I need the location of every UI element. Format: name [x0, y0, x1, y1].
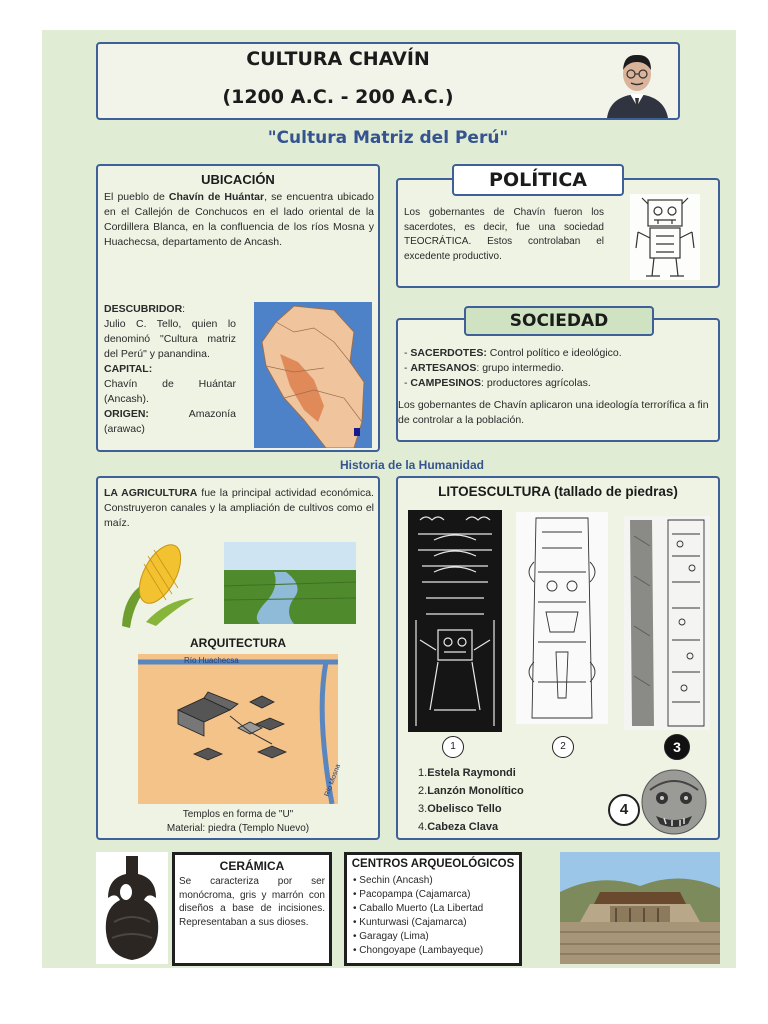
litoescultura-circle-2: 2: [552, 736, 574, 758]
sociedad-item-label: ARTESANOS: [410, 362, 477, 374]
centros-item: • Caballo Muerto (La Libertad: [353, 903, 484, 914]
litoescultura-item: [418, 818, 608, 836]
centros-item-label: Kunturwasi (Cajamarca): [359, 917, 467, 928]
arquitectura-heading: ARQUITECTURA: [190, 636, 286, 650]
litoescultura-item-label: Obelisco Tello: [427, 803, 502, 815]
centros-list: [353, 874, 519, 958]
ceramica-heading: CERÁMICA: [219, 859, 285, 873]
sociedad-item-label: CAMPESINOS: [410, 377, 482, 389]
page-dates: (1200 A.C. - 200 A.C.): [222, 86, 454, 108]
centros-item: • Pacopampa (Cajamarca): [353, 889, 471, 900]
litoescultura-box: [396, 476, 720, 840]
litoescultura-list: [418, 764, 608, 836]
litoescultura-circle-1: 1: [442, 736, 464, 758]
arquitectura-caption-2: Material: piedra (Templo Nuevo): [166, 823, 310, 834]
sociedad-item-text: : grupo intermedio.: [476, 362, 564, 374]
centros-item-label: Chongoyape (Lambayeque): [359, 945, 484, 956]
sociedad-list: [404, 346, 718, 391]
capital-label: CAPITAL:: [104, 363, 153, 375]
chavin-ruins-photo: [560, 852, 720, 964]
obelisco-tello-image: [624, 516, 710, 730]
ubicacion-heading: UBICACIÓN: [201, 172, 275, 187]
agricultura-text: [104, 486, 374, 531]
sociedad-box: [396, 318, 720, 442]
julio-tello-portrait: [602, 48, 672, 118]
centros-item: • Chongoyape (Lambayeque): [353, 945, 484, 956]
sociedad-item-text: : productores agrícolas.: [481, 377, 591, 389]
origen-label: ORIGEN:: [104, 408, 149, 420]
ubicacion-details: DESCUBRIDOR: Julio C. Tello, quien lo denominó "Cultura matriz del Perú" y panandina. CAPITAL: Chavín de Huántar (Ancash). ORIGEN: Amazonía (arawac): [104, 303, 236, 435]
agricultura-box: [96, 476, 380, 840]
sociedad-item: - CAMPESINOS: productores agrícolas.: [404, 377, 591, 389]
river-label-2: Río Mosna: [323, 763, 343, 798]
ubicacion-text: [104, 190, 374, 250]
canal-field-image: [224, 542, 356, 624]
centros-item: • Sechin (Ancash): [353, 875, 433, 886]
sociedad-item: - SACERDOTES: Control político e ideológico.: [404, 347, 622, 359]
river-label-1: Río Huachecsa: [184, 656, 239, 665]
ceramica-vessel-image: [96, 852, 168, 964]
politica-heading: POLÍTICA: [452, 164, 624, 196]
ubicacion-text-b: , se encuentra ubicado en el Callejón de Conchucos en el lado oriental de la Cordillera Blanca, en la confluencia de los ríos Mosna y Huachecsa, departamento de Ancash.: [104, 191, 374, 248]
litoescultura-heading: LITOESCULTURA (tallado de piedras): [438, 484, 678, 499]
centros-item-label: Garagay (Lima): [359, 931, 429, 942]
chavin-deity-carving: [630, 194, 700, 280]
sociedad-item-text: Control político e ideológico.: [486, 347, 622, 359]
centros-item-label: Sechin (Ancash): [359, 875, 433, 886]
litoescultura-item-number: 1.: [418, 767, 428, 779]
centros-box: [344, 852, 522, 966]
centros-item: • Kunturwasi (Cajamarca): [353, 917, 467, 928]
litoescultura-item-number: 4.: [418, 821, 428, 833]
temple-plan-image: [138, 654, 338, 804]
poster: [42, 30, 736, 968]
agricultura-label: LA AGRICULTURA: [104, 487, 198, 499]
cabeza-clava-image: [638, 766, 710, 836]
arquitectura-caption-1: Templos en forma de "U": [182, 809, 294, 820]
litoescultura-item-number: 2.: [418, 785, 428, 797]
litoescultura-item: [418, 764, 608, 782]
ceramica-box: [172, 852, 332, 966]
litoescultura-item: [418, 800, 608, 818]
peru-map: [254, 302, 372, 448]
lanzon-monolitico-image: [516, 512, 608, 724]
page-title: CULTURA CHAVÍN: [246, 48, 430, 70]
agricultura-body: fue la principal actividad económica. Construyeron canales y la ampliación de cultivos como el maíz.: [104, 487, 374, 529]
litoescultura-item-label: Estela Raymondi: [427, 767, 516, 779]
ubicacion-box: [96, 164, 380, 452]
litoescultura-item: [418, 782, 608, 800]
title-box: [96, 42, 680, 120]
page-subtitle: "Cultura Matriz del Perú": [267, 128, 509, 148]
corn-image: [116, 538, 200, 630]
litoescultura-circle-4: 4: [608, 794, 640, 826]
historia-label: Historia de la Humanidad: [339, 458, 485, 472]
descubridor-label: DESCUBRIDOR: [104, 303, 183, 315]
capital-text: Chavín de Huántar (Ancash).: [104, 378, 236, 405]
ubicacion-text-a: El pueblo de: [104, 191, 169, 203]
sociedad-text: Los gobernantes de Chavín aplicaron una ideología terrorífica a fin de controlar a la población.: [398, 399, 709, 426]
litoescultura-circle-3: 3: [664, 734, 690, 760]
descubridor-text: Julio C. Tello, quien lo denominó "Cultura matriz del Perú" y panandina.: [104, 318, 236, 360]
litoescultura-item-number: 3.: [418, 803, 428, 815]
politica-text: Los gobernantes de Chavín fueron los sacerdotes, es decir, fue una sociedad TEOCRÁTICA. Estos controlaban el excedente productivo.: [404, 207, 604, 262]
centros-item-label: Pacopampa (Cajamarca): [359, 889, 471, 900]
sociedad-item-label: SACERDOTES:: [410, 347, 487, 359]
sociedad-heading: SOCIEDAD: [464, 306, 654, 336]
ubicacion-text-bold: Chavín de Huántar: [168, 191, 265, 203]
sociedad-item: - ARTESANOS: grupo intermedio.: [404, 362, 564, 374]
centros-item-label: Caballo Muerto (La Libertad: [359, 903, 484, 914]
estela-raymondi-image: [408, 510, 502, 732]
ceramica-text: Se caracteriza por ser monócroma, gris y marrón con diseños a base de incisiones. Representaban a sus dioses.: [179, 876, 325, 928]
centros-item: • Garagay (Lima): [353, 931, 429, 942]
centros-heading: CENTROS ARQUEOLÓGICOS: [351, 858, 515, 870]
litoescultura-item-label: Lanzón Monolítico: [427, 785, 524, 797]
litoescultura-item-label: Cabeza Clava: [427, 821, 499, 833]
origen-text: Amazonía (arawac): [104, 408, 236, 435]
